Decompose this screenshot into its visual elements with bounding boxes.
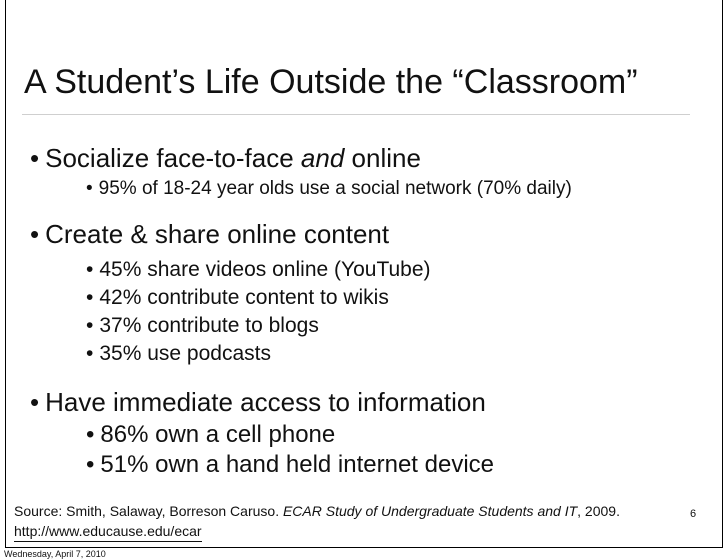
bullet-icon: • bbox=[86, 451, 95, 478]
section-socialize bbox=[30, 143, 421, 173]
section-immediate-access bbox=[30, 387, 486, 417]
slide-frame-right bbox=[722, 0, 723, 548]
bullet-icon: • bbox=[86, 258, 94, 281]
section-create-share bbox=[30, 219, 389, 249]
source-prefix: Source: Smith, Salaway, Borreson Caruso. bbox=[14, 503, 283, 519]
section-create-share-label: Create & share online content bbox=[45, 219, 390, 249]
bullet-icon: • bbox=[86, 286, 94, 309]
create-share-stat-2-text: 42% contribute content to wikis bbox=[99, 286, 389, 309]
title-divider bbox=[22, 114, 690, 115]
create-share-stat-1-text: 45% share videos online (YouTube) bbox=[99, 258, 431, 281]
create-share-stat-3 bbox=[86, 313, 319, 339]
bullet-icon: • bbox=[86, 421, 95, 448]
slide-frame-bottom bbox=[5, 547, 723, 548]
bullet-icon: • bbox=[86, 314, 94, 337]
bullet-icon: • bbox=[30, 387, 40, 417]
socialize-stat-1 bbox=[86, 177, 572, 201]
bullet-icon: • bbox=[30, 143, 40, 173]
access-stat-2-text: 51% own a hand held internet device bbox=[100, 451, 495, 478]
create-share-stat-2 bbox=[86, 285, 389, 311]
bullet-icon: • bbox=[86, 342, 94, 365]
source-suffix: , 2009. bbox=[577, 503, 620, 519]
section-socialize-label-prefix: Socialize face-to-face bbox=[45, 143, 301, 173]
source-link[interactable]: http://www.educause.edu/ecar bbox=[14, 521, 202, 542]
access-stat-1 bbox=[86, 421, 335, 449]
bullet-icon: • bbox=[86, 178, 93, 199]
create-share-stat-3-text: 37% contribute to blogs bbox=[99, 314, 319, 337]
page-number: 6 bbox=[690, 508, 697, 520]
slide-title: A Student’s Life Outside the “Classroom” bbox=[24, 63, 638, 101]
footer-date: Wednesday, April 7, 2010 bbox=[4, 549, 106, 559]
section-immediate-access-label: Have immediate access to information bbox=[45, 387, 486, 417]
create-share-stat-1 bbox=[86, 257, 431, 283]
create-share-stat-4 bbox=[86, 341, 271, 367]
bullet-icon: • bbox=[30, 219, 40, 249]
access-stat-1-text: 86% own a cell phone bbox=[100, 421, 336, 448]
source-citation bbox=[14, 501, 620, 521]
section-socialize-label-suffix: online bbox=[344, 143, 421, 173]
slide-frame-left bbox=[5, 0, 6, 548]
access-stat-2 bbox=[86, 451, 494, 479]
create-share-stat-4-text: 35% use podcasts bbox=[99, 342, 271, 365]
section-socialize-label-emphasis: and bbox=[300, 143, 345, 173]
source-title: ECAR Study of Undergraduate Students and IT bbox=[282, 503, 578, 519]
socialize-stat-1-text: 95% of 18-24 year olds use a social network (70% daily) bbox=[98, 178, 572, 199]
